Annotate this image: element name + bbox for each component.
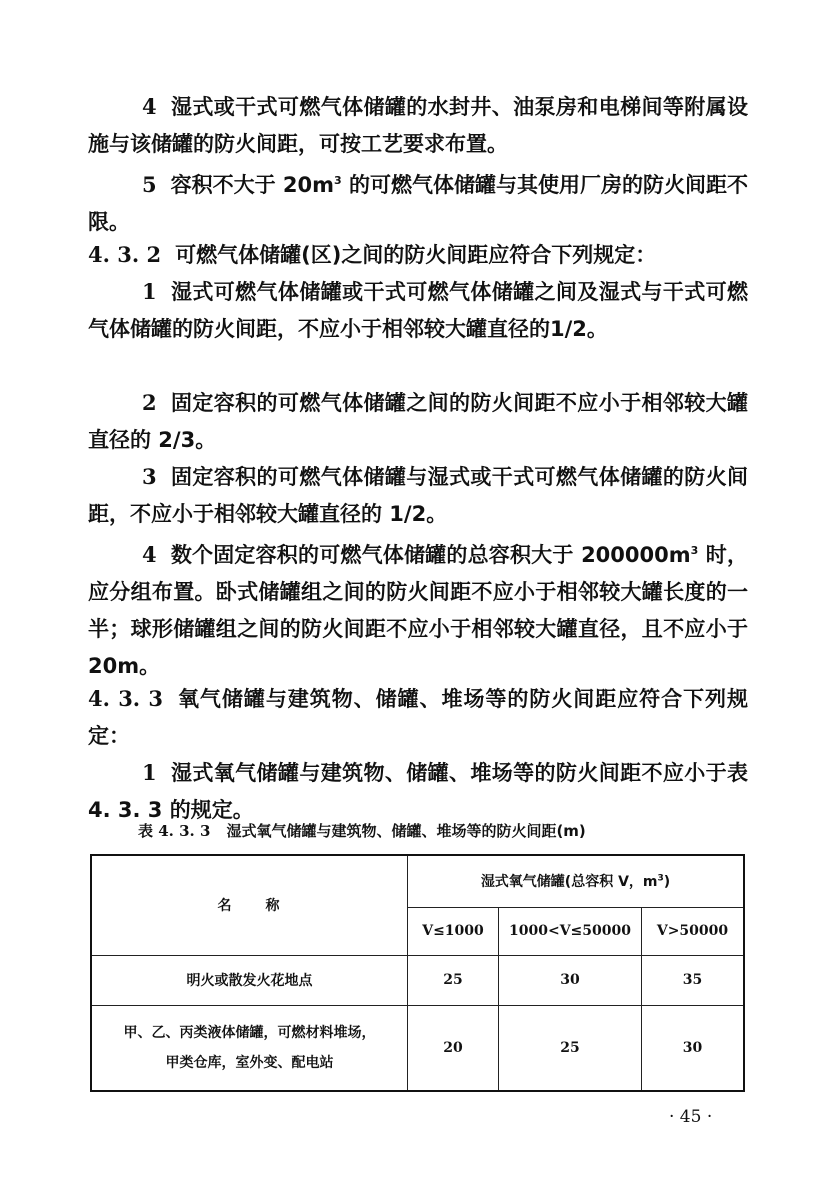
table-cell: 20 [408,1005,499,1091]
row-name-line-1: 甲、乙、丙类液体储罐，可燃材料堆场， [123,1024,376,1041]
col-header-v-le-1000: V≤1000 [408,907,499,955]
col-header-v-gt-50000: V>50000 [642,907,745,955]
table-caption [138,820,586,841]
table-caption-number: 表 4. 3. 3 [138,822,211,840]
paragraph-text: 固定容积的可燃气体储罐之间的防火间距不应小于相邻较大罐直径的 2/3。 [88,391,748,452]
section-number: 4. 3. 2 [88,242,162,267]
superscript: 3 [334,174,342,187]
paragraph-text: 容积不大于 20m [170,173,335,197]
section-number: 4. 3. 3 [88,686,164,711]
group-header-text: 湿式氧气储罐(总容积 V，m [480,874,658,891]
item-number: 5 [142,172,157,197]
paragraph-text: 固定容积的可燃气体储罐与湿式或干式可燃气体储罐的防火间距，不应小于相邻较大罐直径的 1/2。 [88,465,748,526]
col-header-1000-50000: 1000<V≤50000 [499,907,642,955]
paragraph-item-4-auxiliary [88,88,748,163]
item-number: 2 [142,390,157,415]
paragraph-text: 湿式可燃气体储罐或干式可燃气体储罐之间及湿式与干式可燃气体储罐的防火间距，不应小于相邻较大罐直径的1/2。 [88,280,748,341]
paragraph-item-2-fixed-volume [88,384,748,459]
table-row [91,1005,744,1091]
paragraph-text: 湿式或干式可燃气体储罐的水封井、油泵房和电梯间等附属设施与该储罐的防火间距，可按工艺要求布置。 [88,95,748,156]
section-text: 氧气储罐与建筑物、储罐、堆场等的防火间距应符合下列规定： [88,687,748,748]
page-number: · 45 · [669,1107,713,1127]
table-cell: 30 [499,955,642,1005]
paragraph-item-1-oxygen [88,754,748,829]
item-number: 3 [142,464,157,489]
group-column-header [408,855,745,907]
table-cell: 25 [499,1005,642,1091]
fire-distance-table [90,854,745,1092]
table-cell: 35 [642,955,745,1005]
item-number: 4 [142,94,157,119]
name-column-header: 名 称 [91,855,408,955]
table-caption-text: 湿式氧气储罐与建筑物、储罐、堆场等的防火间距(m) [226,822,586,840]
item-number: 1 [142,760,157,785]
paragraph-item-5-small-volume [88,162,748,241]
paragraph-text: 的可燃气体储罐与其使用厂房的防火间距不限。 [88,173,749,234]
paragraph-text: 时，应分组布置。卧式储罐组之间的防火间距不应小于相邻较大罐长度的一半；球形储罐组之间的防火间距不应小于相邻较大罐直径，且不应小于 20m。 [88,543,748,678]
superscript: 3 [657,873,664,884]
section-heading-4-3-2 [88,236,748,274]
table-cell: 30 [642,1005,745,1091]
item-number: 1 [142,279,157,304]
row-name: 明火或散发火花地点 [91,955,408,1005]
row-name [91,1005,408,1091]
table-row [91,955,744,1005]
paragraph-text: 数个固定容积的可燃气体储罐的总容积大于 200000m [170,543,691,567]
paragraph-item-1-wet-dry [88,273,748,348]
group-header-close: ) [663,874,671,891]
paragraph-item-3-fixed-wet-dry [88,458,748,533]
section-text: 可燃气体储罐(区)之间的防火间距应符合下列规定： [175,243,657,267]
table-cell: 25 [408,955,499,1005]
superscript: 3 [690,544,699,557]
row-name-line-2: 甲类仓库，室外变、配电站 [165,1054,334,1071]
item-number: 4 [142,542,157,567]
table-header-row [91,855,744,907]
paragraph-item-4-grouping [88,532,748,685]
section-heading-4-3-3 [88,680,748,755]
paragraph-text: 湿式氧气储罐与建筑物、储罐、堆场等的防火间距不应小于表 4. 3. 3 的规定。 [88,761,748,822]
